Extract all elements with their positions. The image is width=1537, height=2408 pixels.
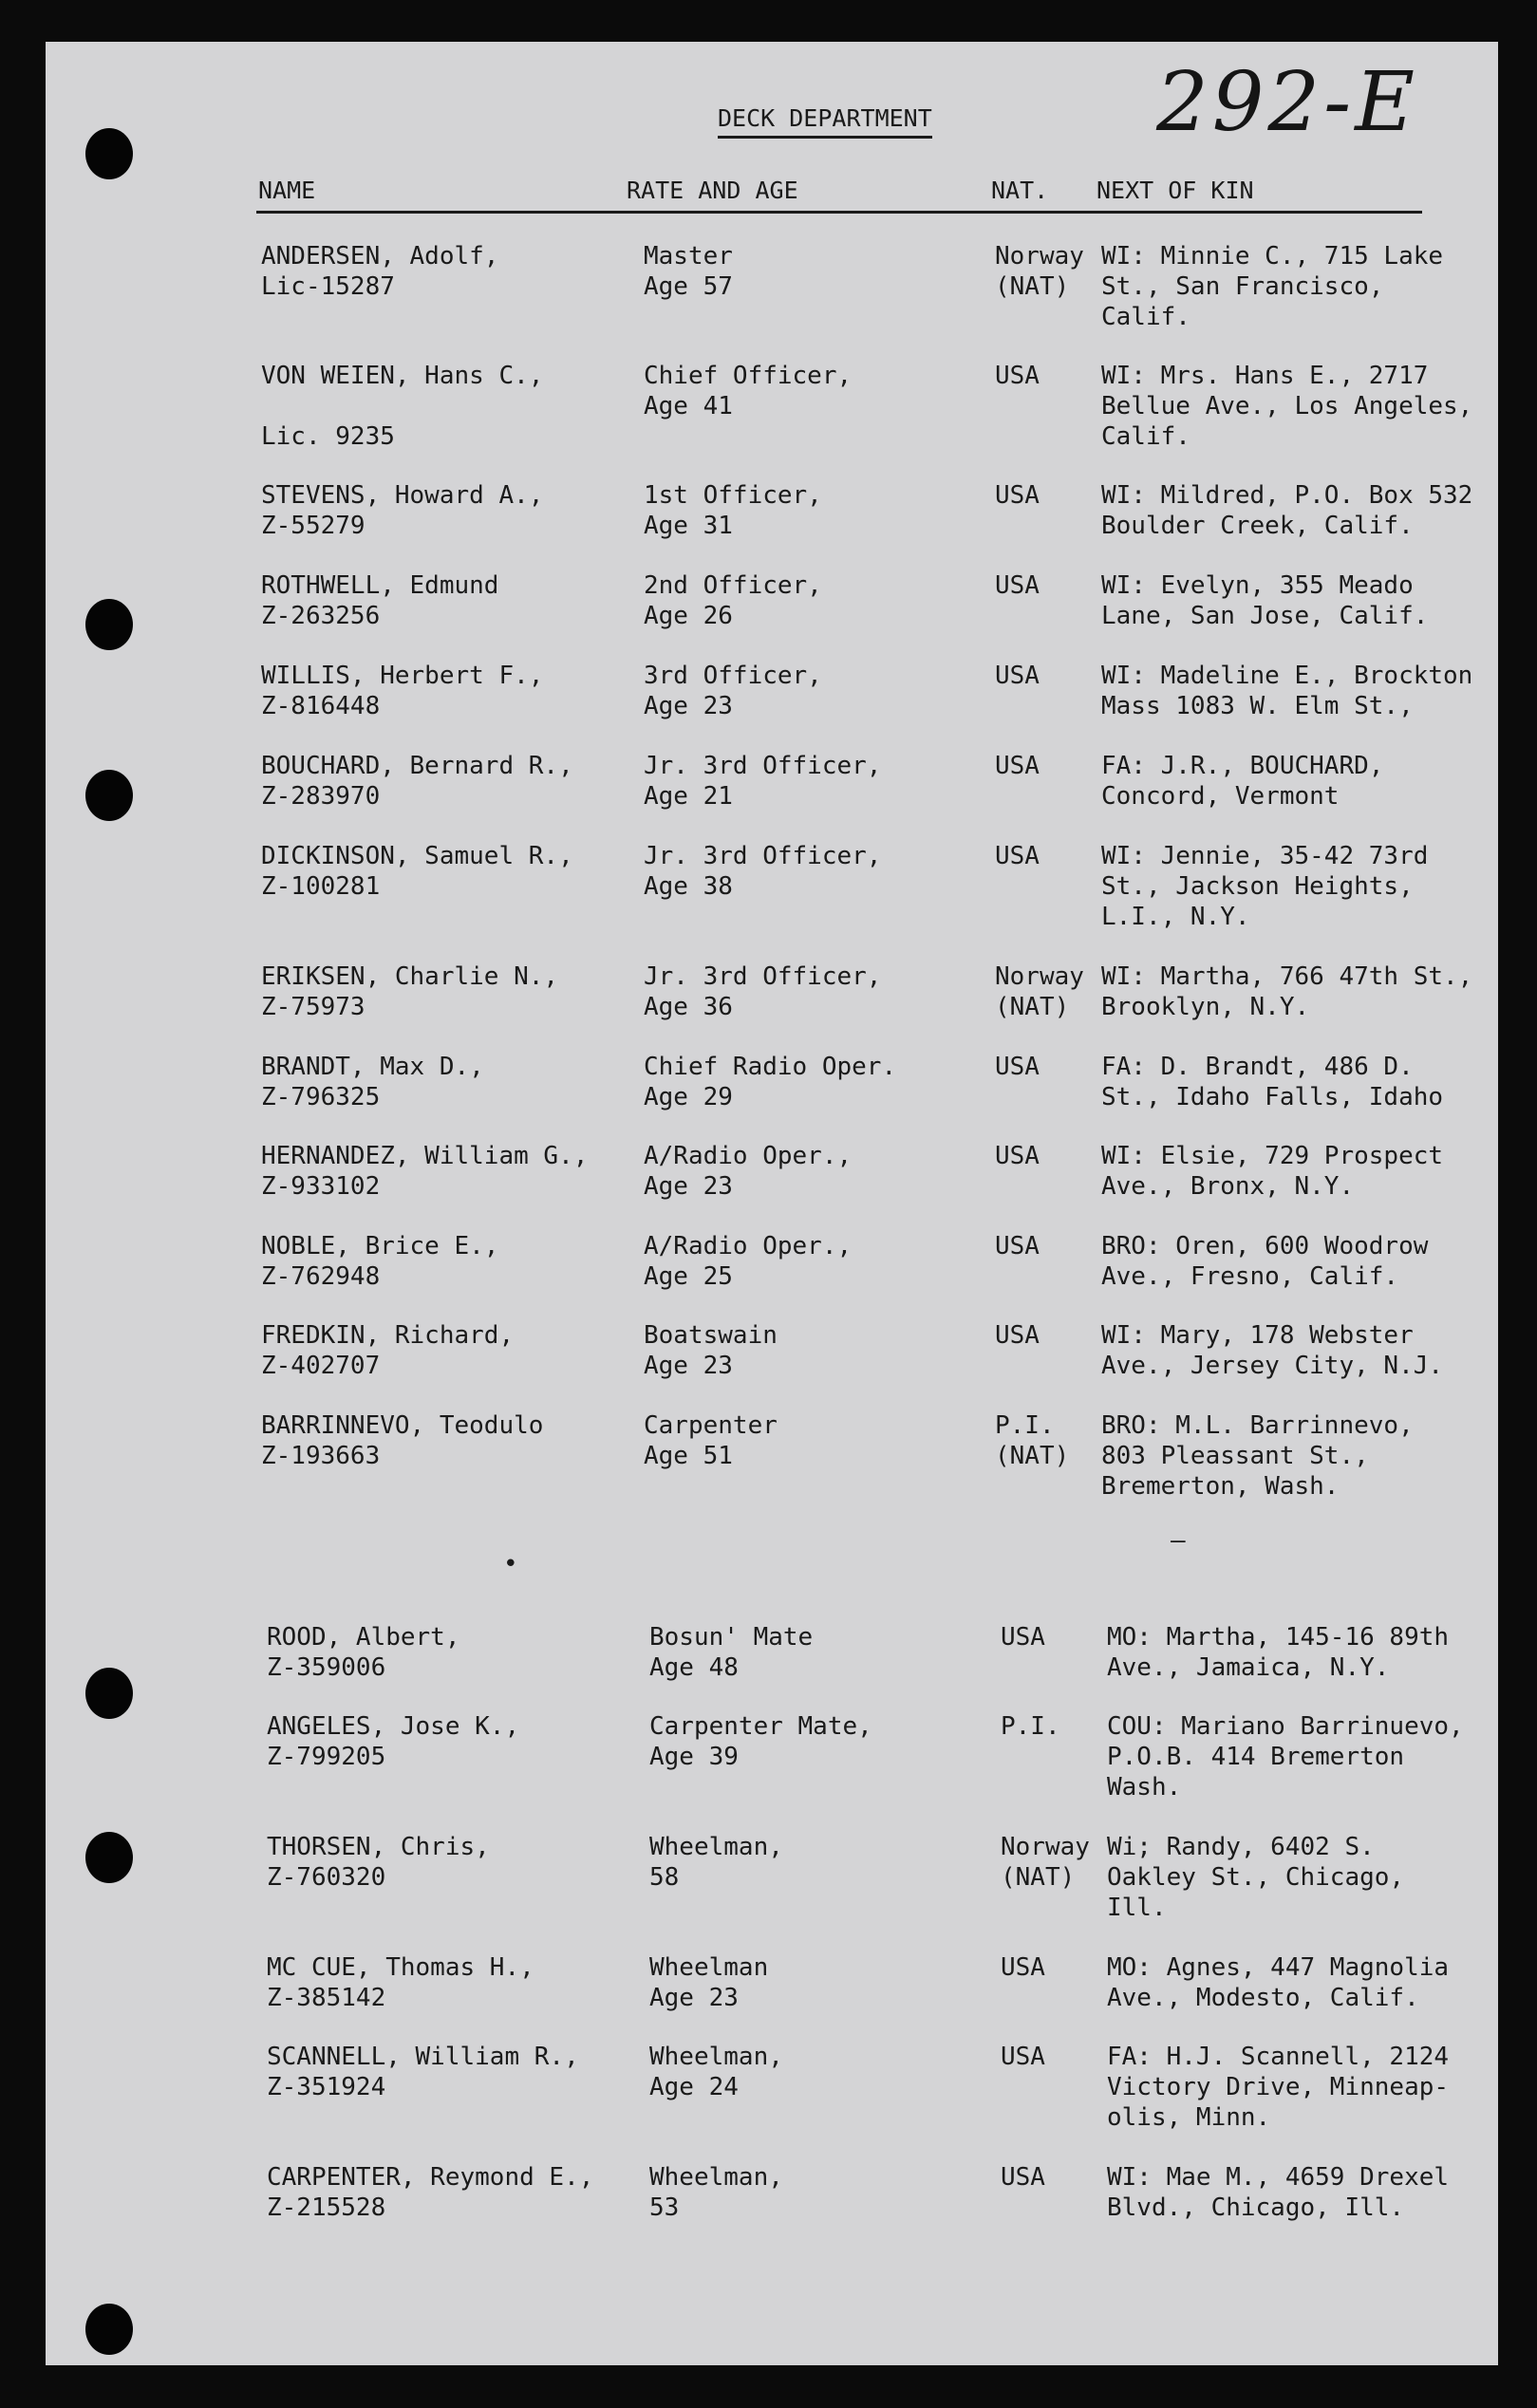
crew-next-of-kin: Oakley St., Chicago, — [1107, 1863, 1405, 1892]
crew-name: Z-799205 — [267, 1743, 386, 1771]
crew-name: Z-55279 — [261, 512, 366, 540]
crew-rate-age: Age 23 — [649, 1984, 739, 2012]
crew-rate-age: Age 25 — [644, 1262, 733, 1291]
crew-nationality: (NAT) — [995, 993, 1070, 1021]
crew-next-of-kin: Ave., Fresno, Calif. — [1101, 1262, 1399, 1291]
crew-nationality: USA — [995, 1053, 1040, 1081]
crew-nationality: USA — [1001, 2043, 1045, 2071]
crew-next-of-kin: FA: D. Brandt, 486 D. — [1101, 1053, 1414, 1081]
crew-next-of-kin: WI: Minnie C., 715 Lake — [1101, 242, 1444, 271]
crew-next-of-kin: Ave., Modesto, Calif. — [1107, 1984, 1419, 2012]
crew-name: Z-385142 — [267, 1984, 386, 2012]
header-rule — [256, 211, 1422, 214]
crew-next-of-kin: Ave., Jersey City, N.J. — [1101, 1352, 1444, 1380]
crew-rate-age: Age 48 — [649, 1653, 739, 1682]
crew-name: Z-933102 — [261, 1172, 381, 1201]
crew-name: Lic. 9235 — [261, 422, 395, 451]
crew-nationality: (NAT) — [1001, 1863, 1076, 1892]
crew-next-of-kin: olis, Minn. — [1107, 2103, 1271, 2132]
binder-hole — [85, 1832, 133, 1883]
stray-mark: – — [1171, 1526, 1186, 1555]
crew-name: Lic-15287 — [261, 272, 395, 301]
crew-rate-age: 58 — [649, 1863, 680, 1892]
crew-next-of-kin: Boulder Creek, Calif. — [1101, 512, 1414, 540]
binder-hole — [85, 2304, 133, 2355]
crew-name: BRANDT, Max D., — [261, 1053, 484, 1081]
crew-name: DICKINSON, Samuel R., — [261, 842, 573, 870]
crew-next-of-kin: WI: Mary, 178 Webster — [1101, 1321, 1414, 1350]
binder-hole — [85, 128, 133, 179]
crew-name: MC CUE, Thomas H., — [267, 1953, 534, 1982]
crew-name: Z-402707 — [261, 1352, 381, 1380]
crew-name: HERNANDEZ, William G., — [261, 1142, 589, 1170]
crew-rate-age: Wheelman, — [649, 2043, 783, 2071]
crew-rate-age: Carpenter — [644, 1411, 778, 1440]
crew-next-of-kin: BRO: Oren, 600 Woodrow — [1101, 1232, 1429, 1260]
crew-name: ANDERSEN, Adolf, — [261, 242, 499, 271]
crew-rate-age: Chief Radio Oper. — [644, 1053, 897, 1081]
department-title: DECK DEPARTMENT — [718, 104, 932, 139]
crew-rate-age: 1st Officer, — [644, 481, 822, 510]
crew-next-of-kin: St., Jackson Heights, — [1101, 872, 1414, 901]
binder-hole — [85, 770, 133, 821]
crew-rate-age: Jr. 3rd Officer, — [644, 842, 882, 870]
crew-name: Z-215528 — [267, 2193, 386, 2222]
crew-nationality: (NAT) — [995, 272, 1070, 301]
crew-rate-age: Age 51 — [644, 1442, 733, 1470]
crew-name: Z-762948 — [261, 1262, 381, 1291]
crew-rate-age: Age 57 — [644, 272, 733, 301]
crew-name: Z-796325 — [261, 1083, 381, 1111]
crew-rate-age: 53 — [649, 2193, 680, 2222]
crew-next-of-kin: BRO: M.L. Barrinnevo, — [1101, 1411, 1414, 1440]
crew-nationality: Norway — [1001, 1833, 1090, 1861]
crew-name: SCANNELL, William R., — [267, 2043, 579, 2071]
column-header-rate-age: RATE AND AGE — [627, 177, 798, 204]
crew-next-of-kin: Ave., Jamaica, N.Y. — [1107, 1653, 1390, 1682]
crew-name: ROTHWELL, Edmund — [261, 571, 499, 600]
crew-next-of-kin: WI: Madeline E., Brockton — [1101, 662, 1473, 690]
crew-nationality: P.I. — [1001, 1712, 1060, 1741]
crew-next-of-kin: Lane, San Jose, Calif. — [1101, 602, 1429, 630]
crew-rate-age: Boatswain — [644, 1321, 778, 1350]
crew-rate-age: Age 23 — [644, 692, 733, 720]
crew-name: BOUCHARD, Bernard R., — [261, 752, 573, 780]
crew-next-of-kin: Wi; Randy, 6402 S. — [1107, 1833, 1375, 1861]
crew-next-of-kin: COU: Mariano Barrinuevo, — [1107, 1712, 1464, 1741]
crew-rate-age: Jr. 3rd Officer, — [644, 752, 882, 780]
crew-name: Z-283970 — [261, 782, 381, 811]
crew-next-of-kin: Wash. — [1107, 1773, 1182, 1801]
crew-next-of-kin: P.O.B. 414 Bremerton — [1107, 1743, 1405, 1771]
crew-next-of-kin: WI: Jennie, 35-42 73rd — [1101, 842, 1429, 870]
crew-name: BARRINNEVO, Teodulo — [261, 1411, 544, 1440]
crew-nationality: USA — [995, 571, 1040, 600]
stray-mark: • — [503, 1550, 518, 1578]
column-header-nat: NAT. — [991, 177, 1049, 204]
crew-name: THORSEN, Chris, — [267, 1833, 490, 1861]
crew-rate-age: Age 24 — [649, 2073, 739, 2101]
crew-next-of-kin: St., San Francisco, — [1101, 272, 1384, 301]
crew-nationality: USA — [995, 481, 1040, 510]
crew-next-of-kin: Calif. — [1101, 303, 1190, 331]
crew-name: FREDKIN, Richard, — [261, 1321, 515, 1350]
crew-next-of-kin: MO: Martha, 145-16 89th — [1107, 1623, 1450, 1652]
crew-next-of-kin: WI: Evelyn, 355 Meado — [1101, 571, 1414, 600]
crew-name: Z-359006 — [267, 1653, 386, 1682]
crew-next-of-kin: WI: Elsie, 729 Prospect — [1101, 1142, 1444, 1170]
crew-rate-age: Age 21 — [644, 782, 733, 811]
crew-next-of-kin: Ill. — [1107, 1894, 1167, 1922]
crew-nationality: P.I. — [995, 1411, 1055, 1440]
crew-next-of-kin: FA: J.R., BOUCHARD, — [1101, 752, 1384, 780]
crew-name: ERIKSEN, Charlie N., — [261, 962, 559, 991]
crew-name: ROOD, Albert, — [267, 1623, 460, 1652]
crew-name: VON WEIEN, Hans C., — [261, 362, 544, 390]
crew-rate-age: Wheelman, — [649, 2163, 783, 2192]
crew-name: Z-351924 — [267, 2073, 386, 2101]
crew-name: Z-760320 — [267, 1863, 386, 1892]
crew-rate-age: Age 39 — [649, 1743, 739, 1771]
crew-nationality: USA — [995, 362, 1040, 390]
crew-rate-age: Age 41 — [644, 392, 733, 420]
crew-rate-age: 2nd Officer, — [644, 571, 822, 600]
crew-rate-age: Master — [644, 242, 733, 271]
crew-nationality: USA — [1001, 2163, 1045, 2192]
crew-rate-age: Jr. 3rd Officer, — [644, 962, 882, 991]
binder-hole — [85, 599, 133, 650]
crew-nationality: USA — [995, 1232, 1040, 1260]
crew-name: NOBLE, Brice E., — [261, 1232, 499, 1260]
crew-next-of-kin: 803 Pleassant St., — [1101, 1442, 1369, 1470]
crew-name: Z-100281 — [261, 872, 381, 901]
crew-rate-age: Age 26 — [644, 602, 733, 630]
crew-next-of-kin: Calif. — [1101, 422, 1190, 451]
crew-next-of-kin: WI: Mrs. Hans E., 2717 — [1101, 362, 1429, 390]
crew-rate-age: Age 29 — [644, 1083, 733, 1111]
crew-next-of-kin: Bellue Ave., Los Angeles, — [1101, 392, 1473, 420]
crew-next-of-kin: Bremerton, Wash. — [1101, 1472, 1340, 1501]
crew-rate-age: Age 36 — [644, 993, 733, 1021]
column-header-next-of-kin: NEXT OF KIN — [1097, 177, 1254, 204]
crew-next-of-kin: Brooklyn, N.Y. — [1101, 993, 1310, 1021]
crew-rate-age: 3rd Officer, — [644, 662, 822, 690]
crew-rate-age: Wheelman — [649, 1953, 769, 1982]
crew-name: Z-263256 — [261, 602, 381, 630]
crew-rate-age: Age 31 — [644, 512, 733, 540]
crew-next-of-kin: Blvd., Chicago, Ill. — [1107, 2193, 1405, 2222]
crew-rate-age: Age 23 — [644, 1172, 733, 1201]
crew-next-of-kin: WI: Mae M., 4659 Drexel — [1107, 2163, 1450, 2192]
crew-next-of-kin: MO: Agnes, 447 Magnolia — [1107, 1953, 1450, 1982]
crew-next-of-kin: FA: H.J. Scannell, 2124 — [1107, 2043, 1450, 2071]
crew-rate-age: A/Radio Oper., — [644, 1232, 853, 1260]
crew-name: WILLIS, Herbert F., — [261, 662, 544, 690]
crew-nationality: USA — [995, 1321, 1040, 1350]
crew-next-of-kin: St., Idaho Falls, Idaho — [1101, 1083, 1444, 1111]
crew-next-of-kin: Victory Drive, Minneap- — [1107, 2073, 1450, 2101]
crew-nationality: USA — [995, 662, 1040, 690]
crew-nationality: Norway — [995, 962, 1084, 991]
crew-nationality: USA — [1001, 1623, 1045, 1652]
crew-next-of-kin: L.I., N.Y. — [1101, 903, 1250, 931]
crew-next-of-kin: WI: Mildred, P.O. Box 532 — [1101, 481, 1473, 510]
crew-next-of-kin: WI: Martha, 766 47th St., — [1101, 962, 1473, 991]
crew-rate-age: Chief Officer, — [644, 362, 853, 390]
crew-rate-age: Age 23 — [644, 1352, 733, 1380]
crew-name: CARPENTER, Reymond E., — [267, 2163, 594, 2192]
crew-rate-age: A/Radio Oper., — [644, 1142, 853, 1170]
crew-name: Z-75973 — [261, 993, 366, 1021]
crew-nationality: USA — [1001, 1953, 1045, 1982]
crew-nationality: USA — [995, 1142, 1040, 1170]
crew-name: Z-816448 — [261, 692, 381, 720]
binder-hole — [85, 1668, 133, 1719]
crew-rate-age: Carpenter Mate, — [649, 1712, 872, 1741]
handwritten-page-number: 292-E — [1156, 55, 1418, 150]
crew-next-of-kin: Ave., Bronx, N.Y. — [1101, 1172, 1355, 1201]
crew-next-of-kin: Mass 1083 W. Elm St., — [1101, 692, 1414, 720]
column-header-name: NAME — [258, 177, 316, 204]
crew-name: Z-193663 — [261, 1442, 381, 1470]
crew-rate-age: Wheelman, — [649, 1833, 783, 1861]
crew-name: ANGELES, Jose K., — [267, 1712, 520, 1741]
crew-nationality: USA — [995, 752, 1040, 780]
crew-nationality: (NAT) — [995, 1442, 1070, 1470]
crew-name: STEVENS, Howard A., — [261, 481, 544, 510]
crew-rate-age: Age 38 — [644, 872, 733, 901]
crew-nationality: USA — [995, 842, 1040, 870]
crew-nationality: Norway — [995, 242, 1084, 271]
crew-next-of-kin: Concord, Vermont — [1101, 782, 1340, 811]
crew-rate-age: Bosun' Mate — [649, 1623, 814, 1652]
